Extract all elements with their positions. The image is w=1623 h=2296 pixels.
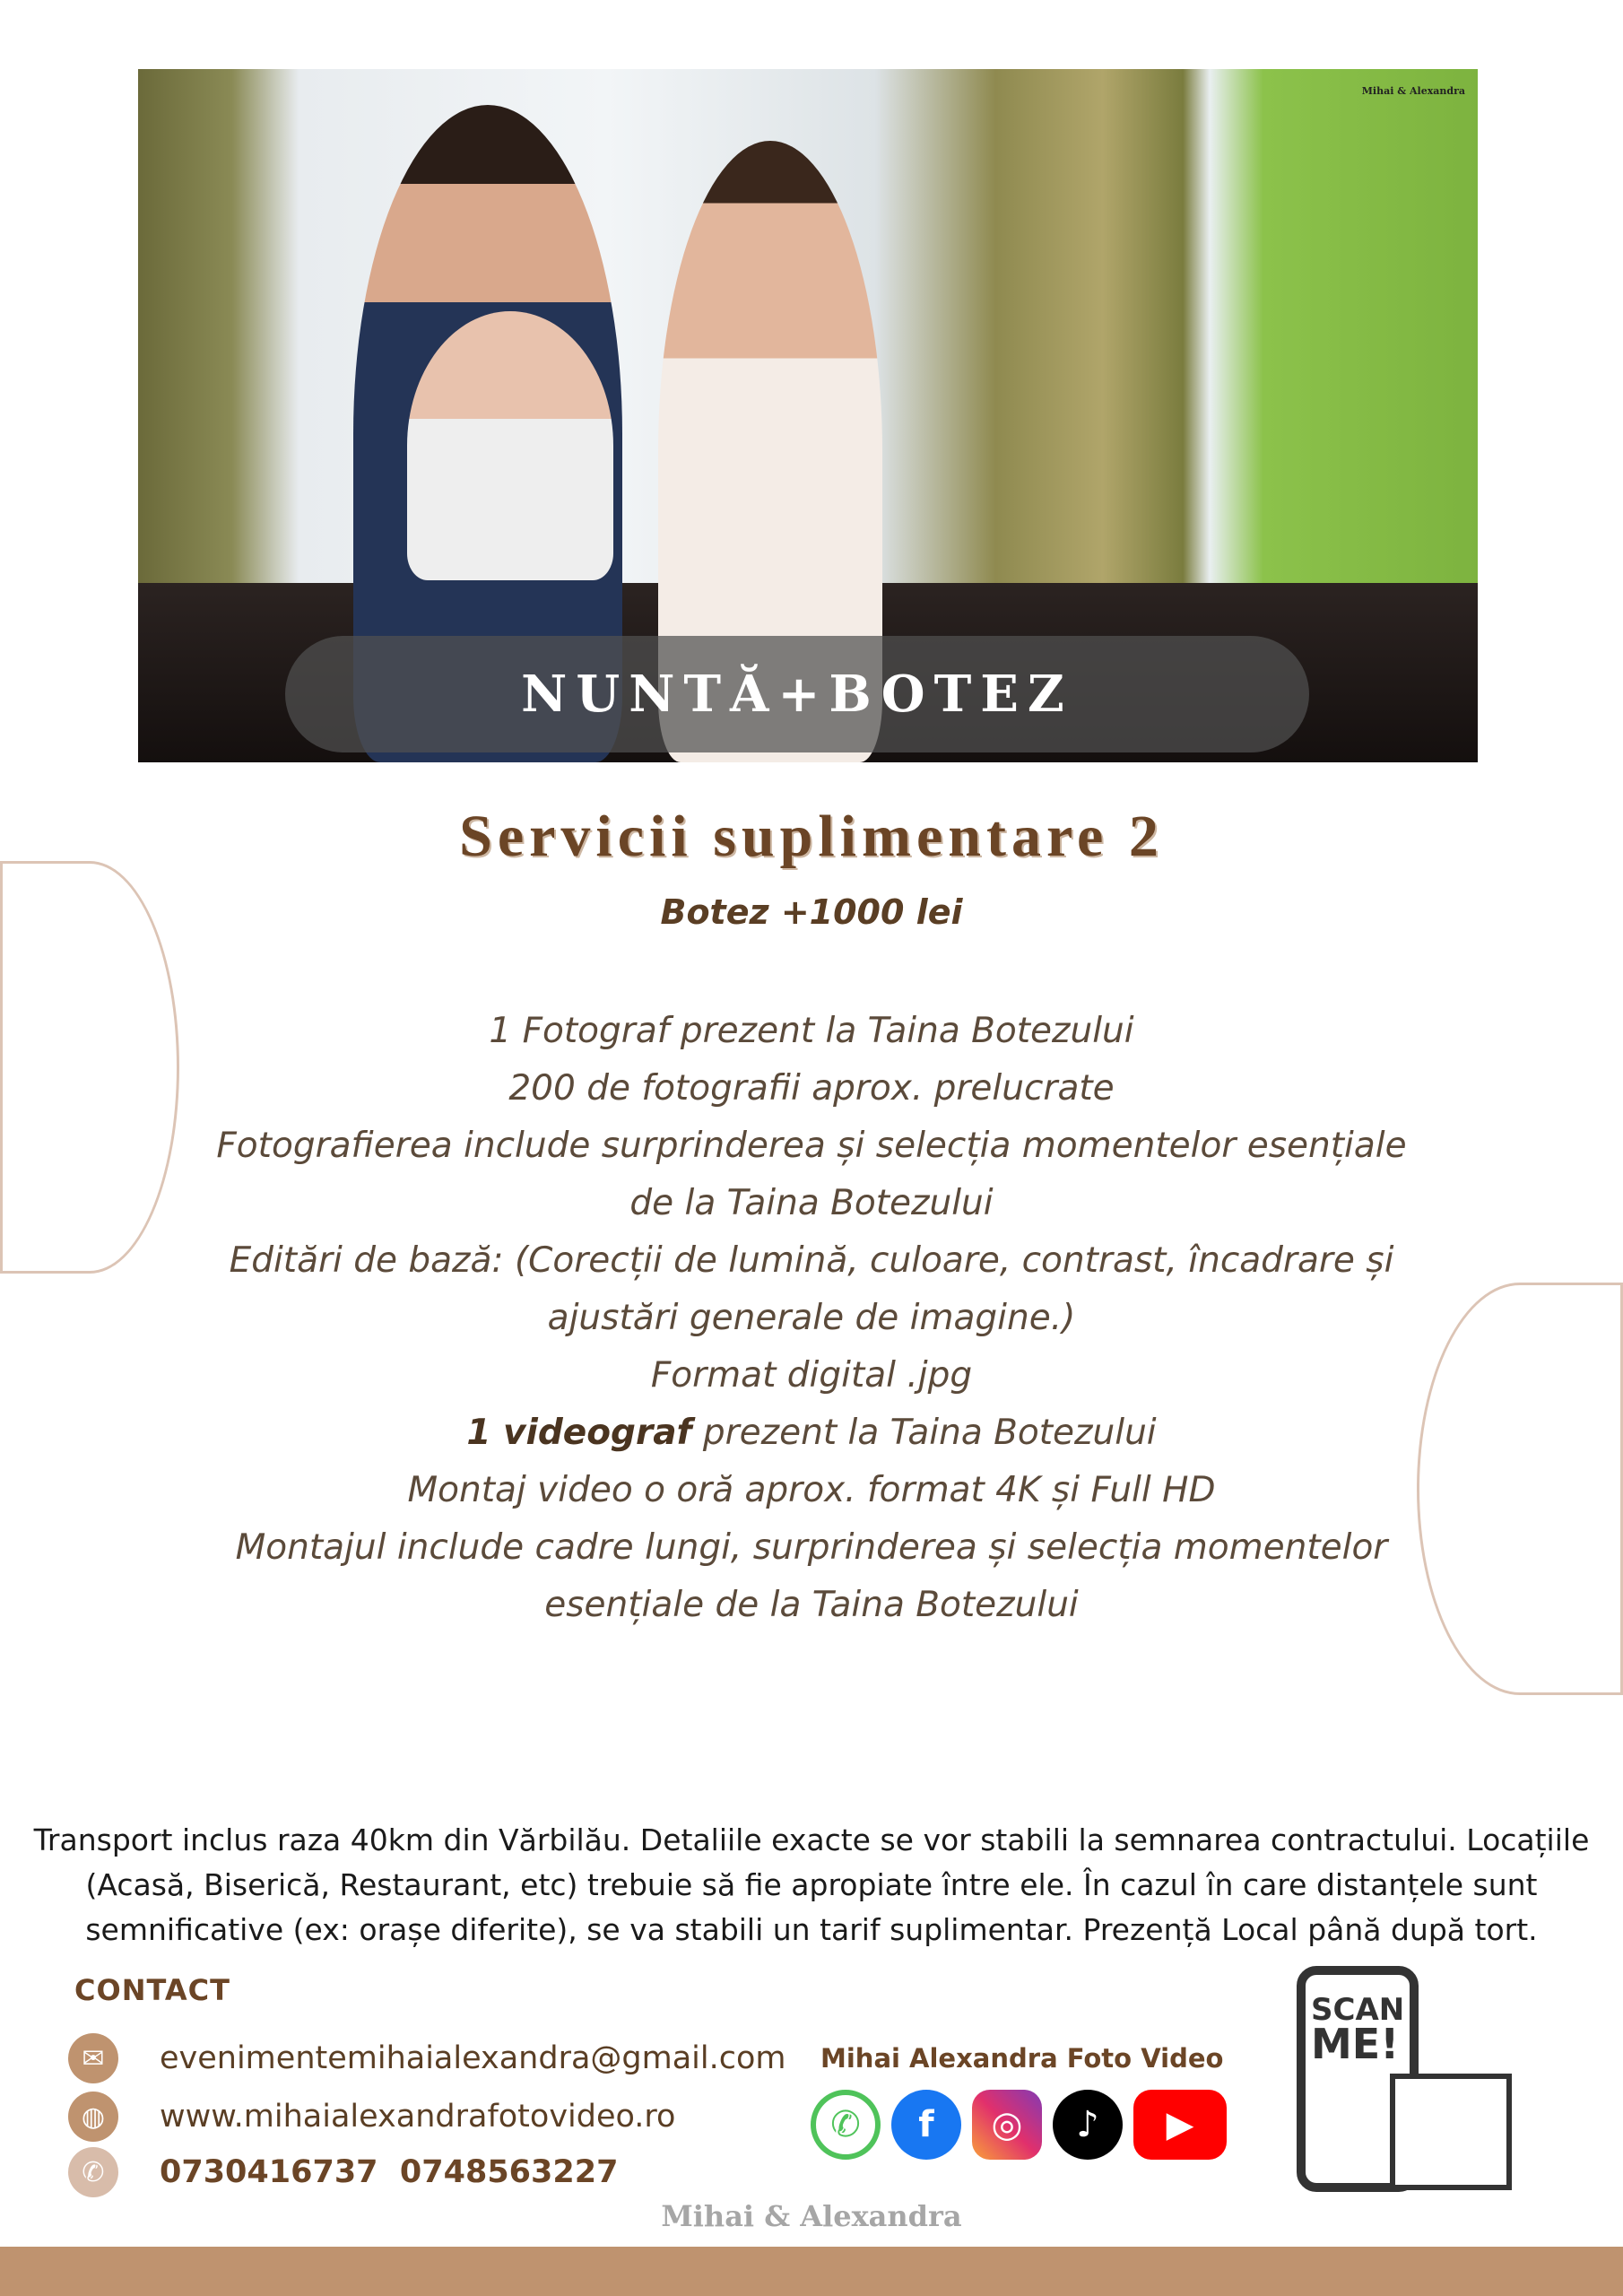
me-text: ME!	[1311, 2020, 1400, 2068]
facebook-icon[interactable]: f	[891, 2090, 961, 2160]
phone-1[interactable]: 0730416737	[160, 2154, 378, 2190]
footer-bar	[0, 2247, 1623, 2296]
banner-title-pill	[285, 636, 1309, 752]
service-line: Format digital .jpg	[650, 1355, 973, 1396]
service-line: Montaj video o oră aprox. format 4K și Full HD	[407, 1470, 1216, 1510]
phone-2[interactable]: 0748563227	[399, 2154, 619, 2190]
tiktok-icon[interactable]: ♪	[1053, 2090, 1123, 2160]
website-row[interactable]	[68, 2092, 675, 2142]
email-row[interactable]	[68, 2033, 786, 2083]
footer-logo: Mihai & Alexandra	[661, 2199, 962, 2233]
banner-title: NUNTĂ+BOTEZ	[521, 665, 1073, 724]
youtube-icon[interactable]: ▶	[1133, 2090, 1227, 2160]
scan-text: SCAN	[1311, 1992, 1405, 2028]
price-subheading: Botez +1000 lei	[660, 892, 963, 932]
service-line: de la Taina Botezului	[629, 1183, 994, 1223]
service-line: Montajul include cadre lungi, surprinderea și selecția momentelor	[235, 1527, 1388, 1568]
email-link[interactable]: evenimentemihaialexandra@gmail.com	[160, 2040, 786, 2076]
service-line: Editări de bază: (Corecții de lumină, culoare, contrast, încadrare și	[229, 1240, 1394, 1281]
service-line: 1 Fotograf prezent la Taina Botezului	[489, 1011, 1134, 1051]
service-line: ajustări generale de imagine.)	[547, 1298, 1076, 1338]
video-rest: prezent la Taina Botezului	[691, 1413, 1157, 1453]
phone-icon: ✆	[68, 2147, 118, 2197]
service-line: 200 de fotografii aprox. prelucrate	[508, 1068, 1115, 1109]
service-line: esențiale de la Taina Botezului	[544, 1585, 1079, 1625]
instagram-icon[interactable]: ◎	[972, 2090, 1042, 2160]
section-heading: Servicii suplimentare 2	[459, 804, 1164, 869]
mail-icon: ✉	[68, 2033, 118, 2083]
website-link[interactable]: www.mihaialexandrafotovideo.ro	[160, 2099, 676, 2135]
phone-numbers[interactable]	[160, 2154, 618, 2190]
transport-note: Transport inclus raza 40km din Vărbilău. Detaliile exacte se vor stabili la semnarea contractului. Locațiile (Acasă, Biserică, Restaurant, etc) trebuie să fie apropiate între ele. În cazul în care distanțele sunt semnificative (ex: orașe diferite), se va stabili un tarif suplimentar. Prezență Local până după tort.	[33, 1822, 1590, 1947]
service-list	[143, 1003, 1480, 1634]
service-line: Fotografierea include surprinderea și selecția momentelor esențiale	[216, 1126, 1407, 1166]
contact-label: CONTACT	[74, 1973, 230, 2007]
social-icons	[811, 2090, 1227, 2160]
globe-icon: ◍	[68, 2092, 118, 2142]
service-line	[143, 1405, 1480, 1462]
watermark: Mihai & Alexandra	[1361, 85, 1465, 97]
social-brand: Mihai Alexandra Foto Video	[820, 2043, 1224, 2074]
baby	[407, 311, 613, 580]
scan-label	[1311, 1992, 1405, 2068]
qr-code[interactable]	[1390, 2074, 1512, 2190]
hero-photo	[138, 69, 1478, 762]
video-bold: 1 videograf	[466, 1413, 692, 1453]
phone-row[interactable]	[68, 2147, 618, 2197]
whatsapp-icon[interactable]: ✆	[811, 2090, 881, 2160]
